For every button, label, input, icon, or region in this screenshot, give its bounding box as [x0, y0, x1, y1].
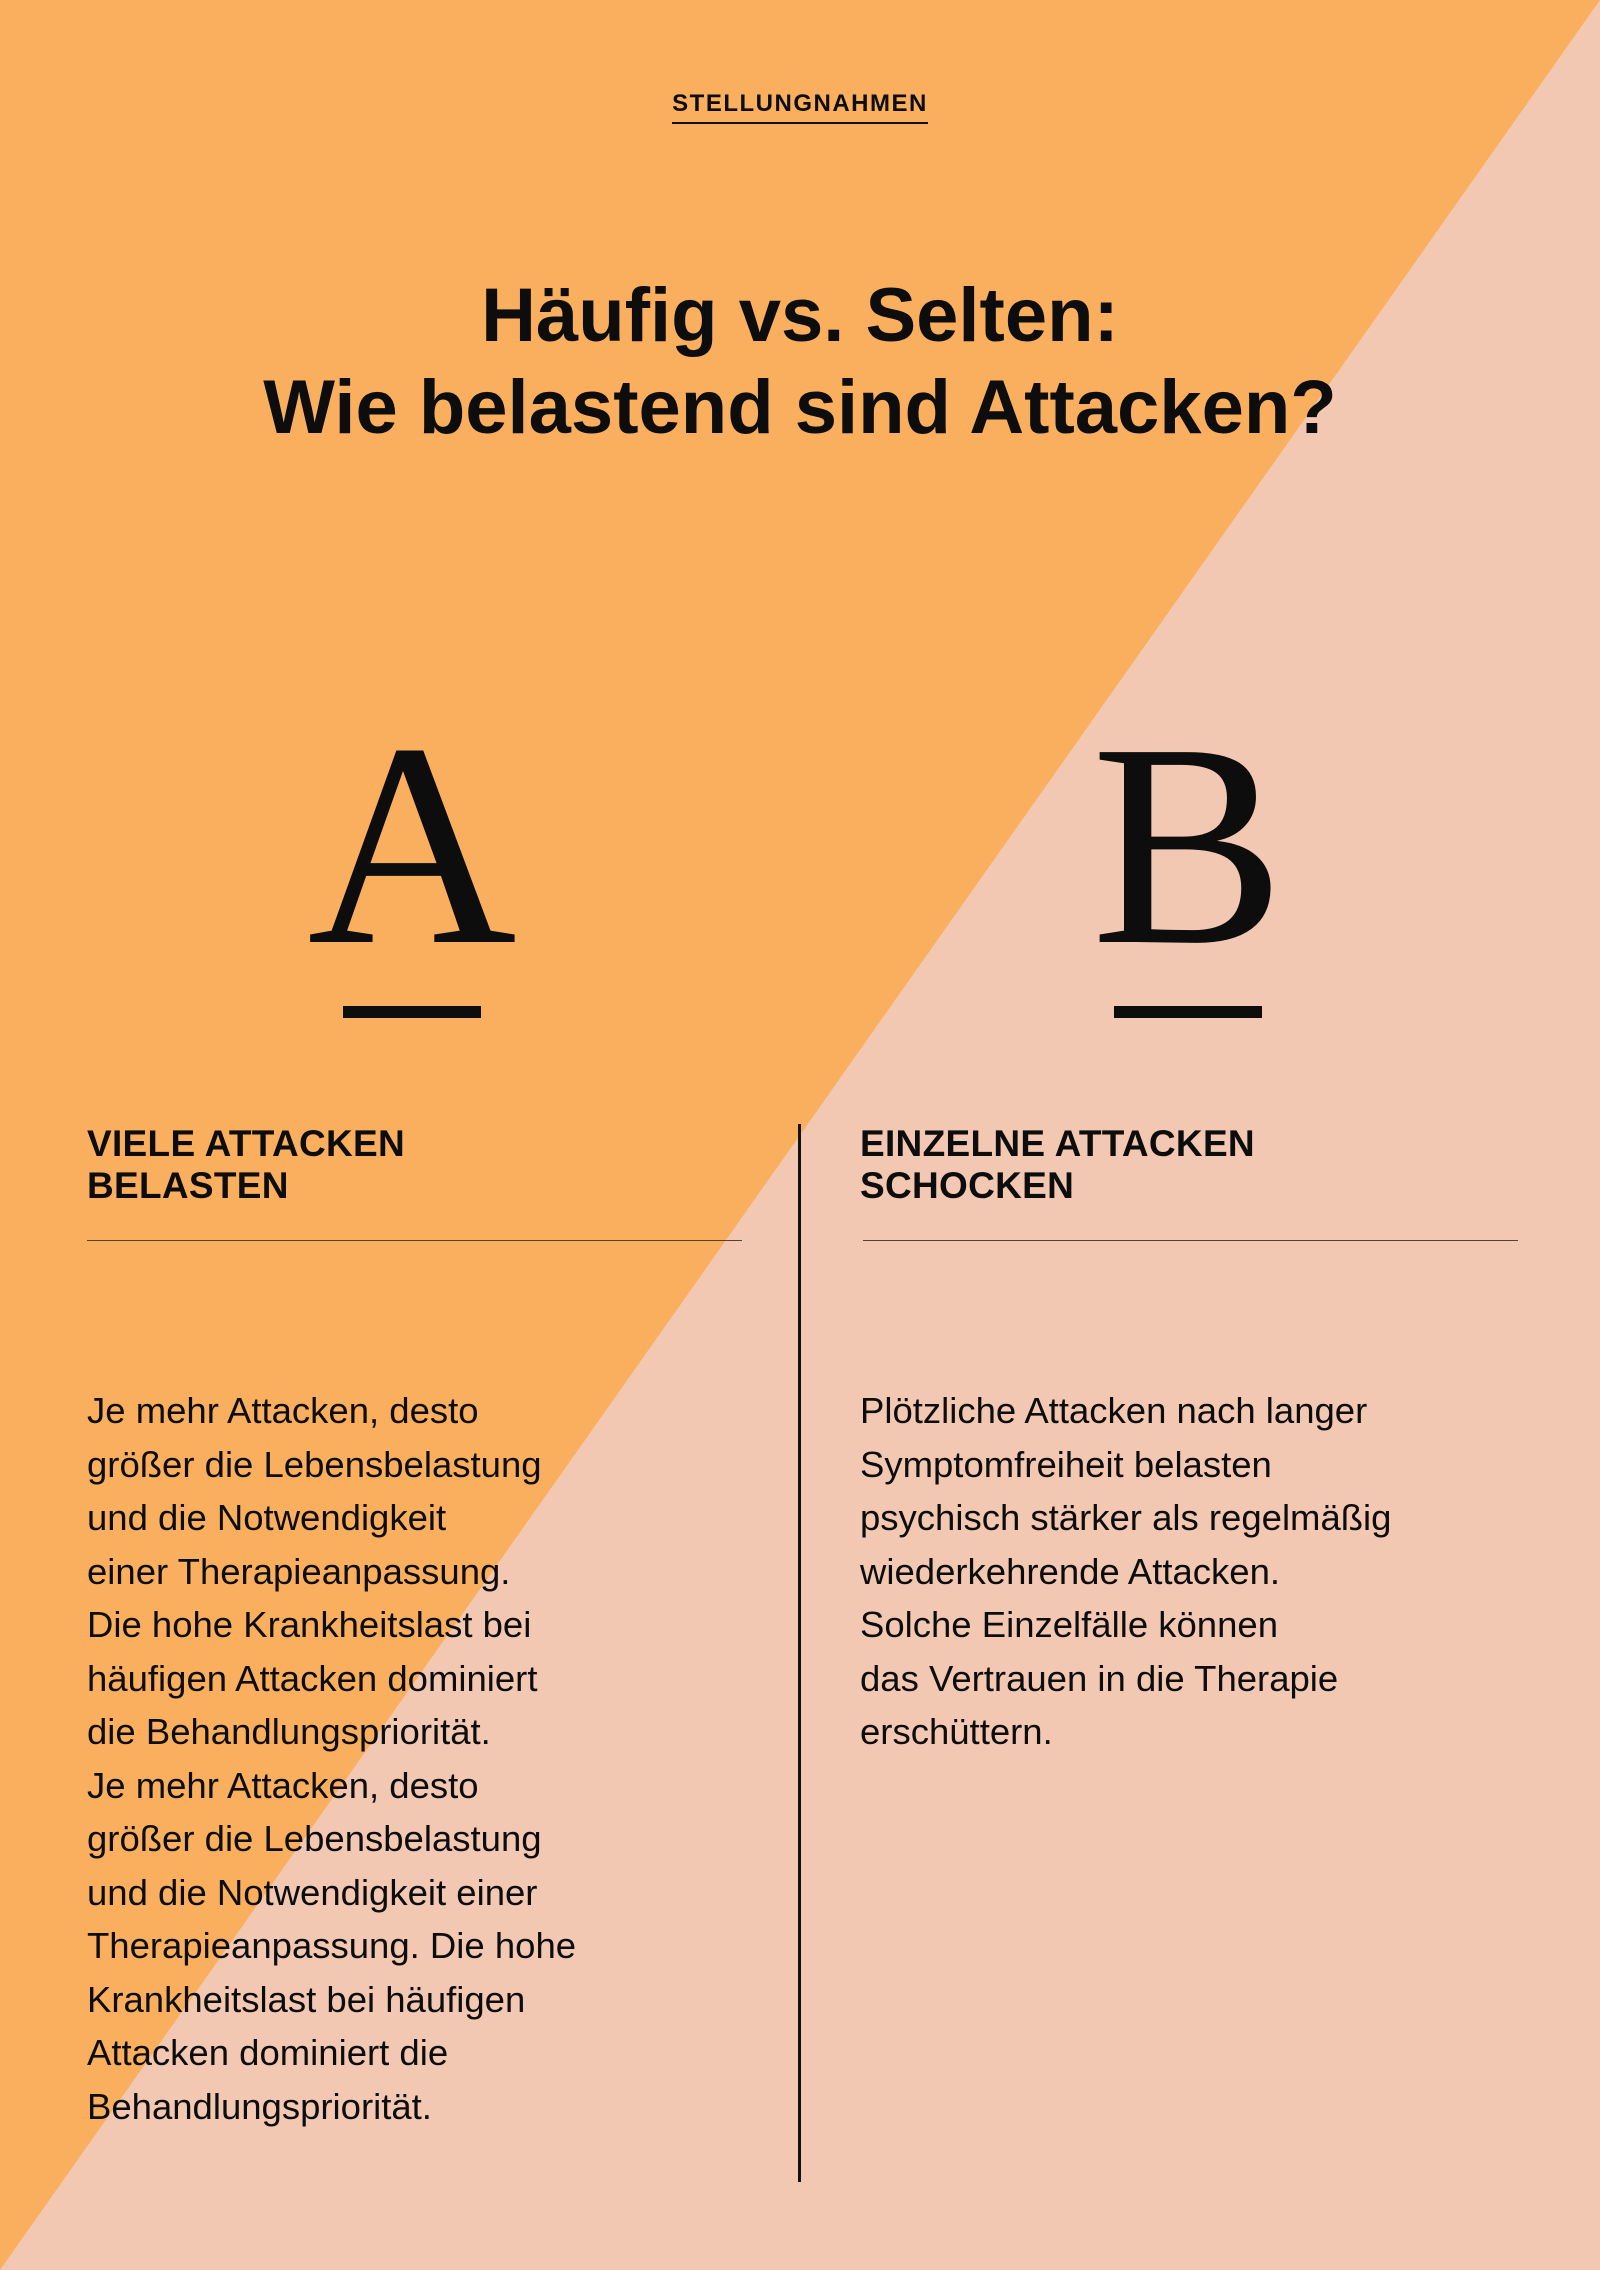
option-b-heading-line-2: SCHOCKEN [860, 1165, 1075, 1206]
body-line: häufigen Attacken dominiert [87, 1657, 538, 1699]
body-line: wiederkehrende Attacken. [860, 1550, 1281, 1592]
option-a-underline [343, 1006, 481, 1018]
body-line: Je mehr Attacken, desto [87, 1764, 479, 1806]
option-a-rule [87, 1240, 742, 1241]
body-line: Plötzliche Attacken nach langer [860, 1390, 1368, 1431]
body-line: die Behandlungspriorität. [87, 1711, 491, 1752]
body-line: Solche Einzelfälle können [860, 1604, 1279, 1645]
option-a-heading-line-1: VIELE ATTACKEN [87, 1123, 406, 1164]
body-line: psychisch stärker als regelmäßig [860, 1497, 1392, 1538]
option-b-letter: B [1091, 684, 1285, 1005]
body-line: größer die Lebensbelastung [87, 1818, 542, 1859]
column-divider [798, 1124, 801, 2182]
body-line: größer die Lebensbelastung [87, 1443, 542, 1485]
option-b-underline [1114, 1006, 1262, 1018]
page-title [0, 270, 1600, 454]
body-line: das Vertrauen in die Therapie [860, 1657, 1339, 1699]
option-a-heading-line-2: BELASTEN [87, 1165, 289, 1206]
body-line: Krankheitslast bei häufigen [87, 1978, 526, 2020]
section-kicker [0, 90, 1600, 124]
option-b-body [860, 1384, 1391, 1759]
option-b-heading-line-1: EINZELNE ATTACKEN [860, 1123, 1255, 1164]
body-line: erschüttern. [860, 1711, 1053, 1752]
body-line: Die hohe Krankheitslast bei [87, 1604, 532, 1645]
body-line: und die Notwendigkeit einer [87, 1871, 538, 1913]
body-line: Therapieanpassung. Die hohe [87, 1925, 577, 1966]
body-line: Symptomfreiheit belasten [860, 1443, 1272, 1485]
title-line-2: Wie belastend sind Attacken? [263, 365, 1337, 450]
option-a-letter: A [307, 684, 517, 1005]
option-a-body [87, 1384, 576, 2133]
body-line: und die Notwendigkeit [87, 1497, 447, 1538]
option-a-heading [87, 1123, 405, 1207]
option-b-heading [860, 1123, 1255, 1207]
kicker-label: STELLUNGNAHMEN [672, 90, 928, 124]
body-line: Attacken dominiert die [87, 2032, 449, 2073]
body-line: Behandlungspriorität. [87, 2085, 432, 2127]
title-line-1: Häufig vs. Selten: [481, 273, 1119, 358]
option-b-rule [863, 1240, 1518, 1241]
body-line: Je mehr Attacken, desto [87, 1390, 479, 1431]
body-line: einer Therapieanpassung. [87, 1550, 511, 1592]
